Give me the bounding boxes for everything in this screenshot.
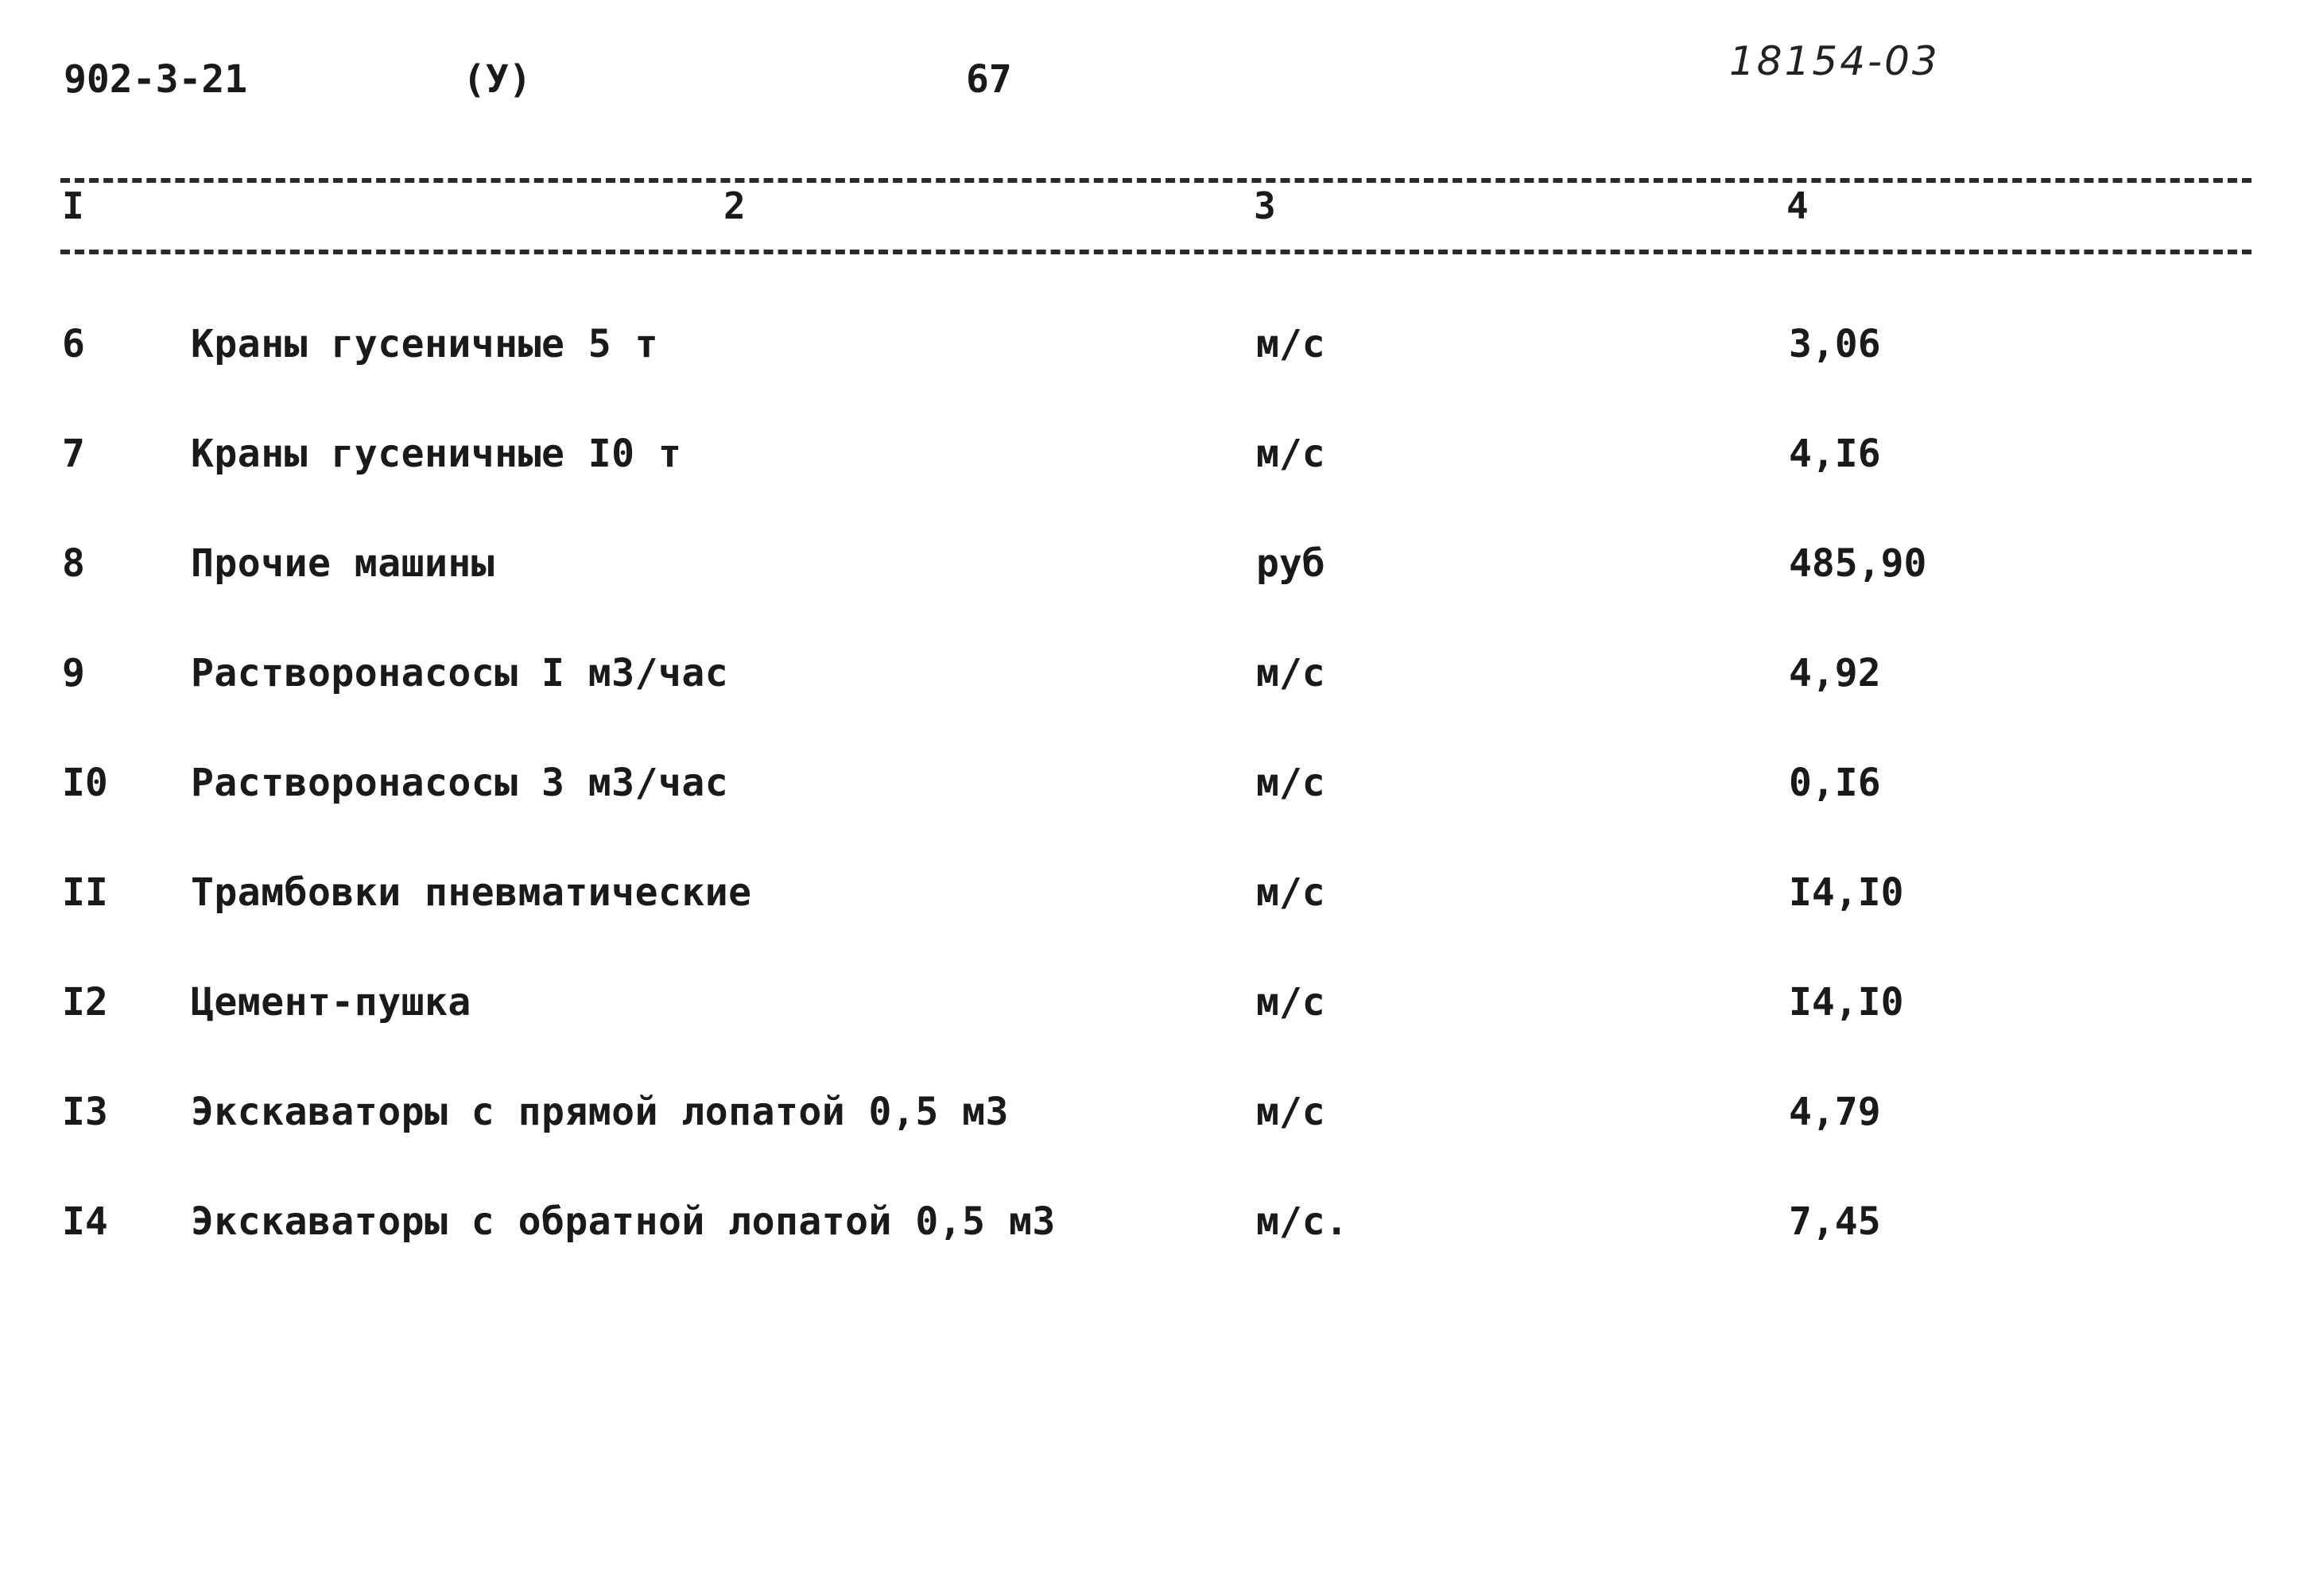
- row-name: Трамбовки пневматические: [191, 870, 752, 915]
- handwritten-number: 18154-03: [1729, 38, 1940, 84]
- row-unit: м/с: [1256, 980, 1325, 1025]
- table-row: [0, 1199, 2300, 1309]
- row-number: I3: [62, 1090, 108, 1134]
- table-row: [0, 980, 2300, 1090]
- row-unit: м/с: [1256, 322, 1325, 366]
- row-unit: м/с.: [1256, 1199, 1348, 1244]
- table-row: [0, 1090, 2300, 1199]
- row-value: 4,92: [1789, 651, 1881, 695]
- row-name: Краны гусеничные 5 т: [191, 322, 658, 366]
- column-number-1: I: [62, 184, 84, 227]
- row-unit: м/с: [1256, 1090, 1325, 1134]
- row-name: Прочие машины: [191, 541, 495, 586]
- row-name: Экскаваторы с прямой лопатой 0,5 м3: [191, 1090, 1009, 1134]
- row-unit: руб: [1256, 541, 1325, 586]
- row-number: 6: [62, 322, 85, 366]
- row-value: 0,I6: [1789, 761, 1881, 805]
- row-unit: м/с: [1256, 432, 1325, 476]
- table-header-bottom-rule: [60, 250, 2252, 254]
- row-name: Экскаваторы с обратной лопатой 0,5 м3: [191, 1199, 1056, 1244]
- table-row: [0, 541, 2300, 651]
- row-name: Краны гусеничные I0 т: [191, 432, 682, 476]
- document-mark: (У): [463, 57, 532, 102]
- row-name: Растворонасосы 3 м3/час: [191, 761, 729, 805]
- row-number: I0: [62, 761, 108, 805]
- table-row: [0, 870, 2300, 980]
- row-number: I4: [62, 1199, 108, 1244]
- row-number: 8: [62, 541, 85, 586]
- row-value: 4,I6: [1789, 432, 1881, 476]
- column-number-4: 4: [1786, 184, 1809, 227]
- table-row: [0, 651, 2300, 761]
- row-number: 7: [62, 432, 85, 476]
- row-name: Растворонасосы I м3/час: [191, 651, 729, 695]
- row-value: 3,06: [1789, 322, 1881, 366]
- row-number: II: [62, 870, 108, 915]
- row-unit: м/с: [1256, 761, 1325, 805]
- row-unit: м/с: [1256, 870, 1325, 915]
- table-row: [0, 322, 2300, 432]
- row-value: 4,79: [1789, 1090, 1881, 1134]
- row-value: I4,I0: [1789, 870, 1904, 915]
- row-value: 7,45: [1789, 1199, 1881, 1244]
- row-number: I2: [62, 980, 108, 1025]
- row-number: 9: [62, 651, 85, 695]
- row-name: Цемент-пушка: [191, 980, 471, 1025]
- column-number-3: 3: [1254, 184, 1276, 227]
- row-value: I4,I0: [1789, 980, 1904, 1025]
- column-number-2: 2: [723, 184, 746, 227]
- row-value: 485,90: [1789, 541, 1927, 586]
- page-number: 67: [966, 57, 1012, 102]
- row-unit: м/с: [1256, 651, 1325, 695]
- table-row: [0, 432, 2300, 541]
- document-code: 902-3-21: [64, 57, 248, 102]
- table-row: [0, 761, 2300, 870]
- table-header-top-rule: [60, 178, 2252, 183]
- table-body: [0, 322, 2300, 1309]
